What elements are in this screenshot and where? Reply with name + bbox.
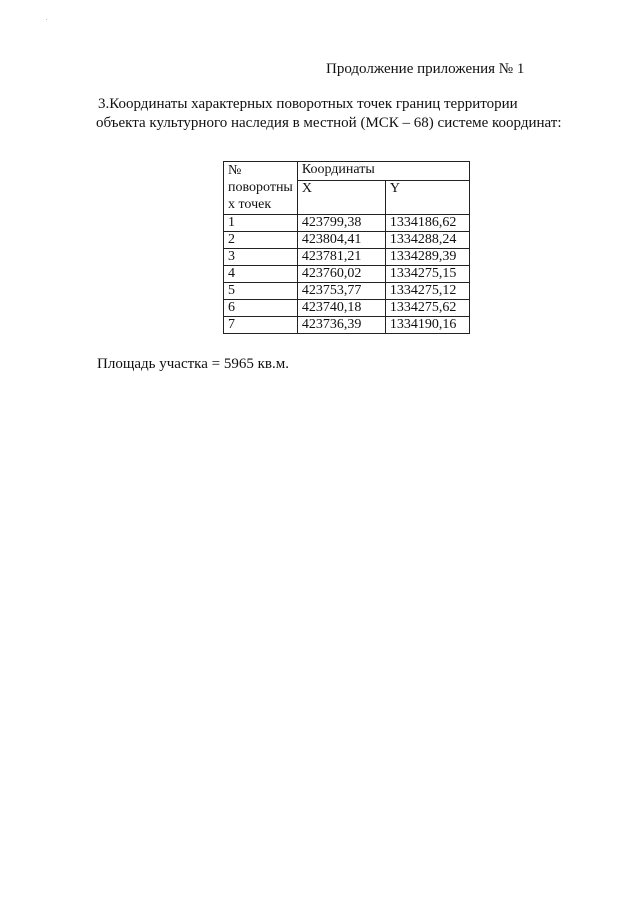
cell-point-number: 4 — [224, 266, 298, 283]
table-row — [224, 283, 470, 300]
header-point-number-line: № — [228, 163, 242, 178]
cell-x: 423781,21 — [297, 249, 385, 266]
cell-y: 1334289,39 — [385, 249, 469, 266]
cell-x: 423760,02 — [297, 266, 385, 283]
cell-y: 1334288,24 — [385, 232, 469, 249]
continuation-label: Продолжение приложения № 1 — [326, 61, 525, 77]
area-statement: Площадь участка = 5965 кв.м. — [97, 356, 289, 372]
cell-y: 1334186,62 — [385, 215, 469, 232]
scan-speck — [46, 19, 47, 20]
cell-y: 1334275,12 — [385, 283, 469, 300]
cell-x: 423736,39 — [297, 317, 385, 334]
cell-y: 1334275,62 — [385, 300, 469, 317]
cell-y: 1334190,16 — [385, 317, 469, 334]
section-heading — [98, 95, 562, 133]
table-row — [224, 317, 470, 334]
cell-point-number: 3 — [224, 249, 298, 266]
coordinates-table — [223, 161, 470, 334]
header-x: X — [297, 181, 385, 215]
table-row — [224, 300, 470, 317]
table-header-row — [224, 162, 470, 181]
cell-x: 423804,41 — [297, 232, 385, 249]
header-y: Y — [385, 181, 469, 215]
table-row — [224, 232, 470, 249]
cell-x: 423740,18 — [297, 300, 385, 317]
cell-x: 423753,77 — [297, 283, 385, 300]
table-row — [224, 215, 470, 232]
table-row — [224, 266, 470, 283]
cell-point-number: 1 — [224, 215, 298, 232]
cell-point-number: 6 — [224, 300, 298, 317]
section-heading-line-1: 3.Координаты характерных поворотных точек границ территории — [98, 96, 518, 112]
header-point-number-line: поворотны — [228, 180, 293, 195]
section-heading-line-2: объекта культурного наследия в местной (МСК – 68) системе координат: — [96, 115, 562, 131]
cell-x: 423799,38 — [297, 215, 385, 232]
header-point-number-line: х точек — [228, 197, 272, 212]
cell-point-number: 7 — [224, 317, 298, 334]
header-point-number — [224, 162, 298, 215]
cell-point-number: 5 — [224, 283, 298, 300]
cell-point-number: 2 — [224, 232, 298, 249]
table-row — [224, 249, 470, 266]
cell-y: 1334275,15 — [385, 266, 469, 283]
header-coordinates: Координаты — [297, 162, 469, 181]
